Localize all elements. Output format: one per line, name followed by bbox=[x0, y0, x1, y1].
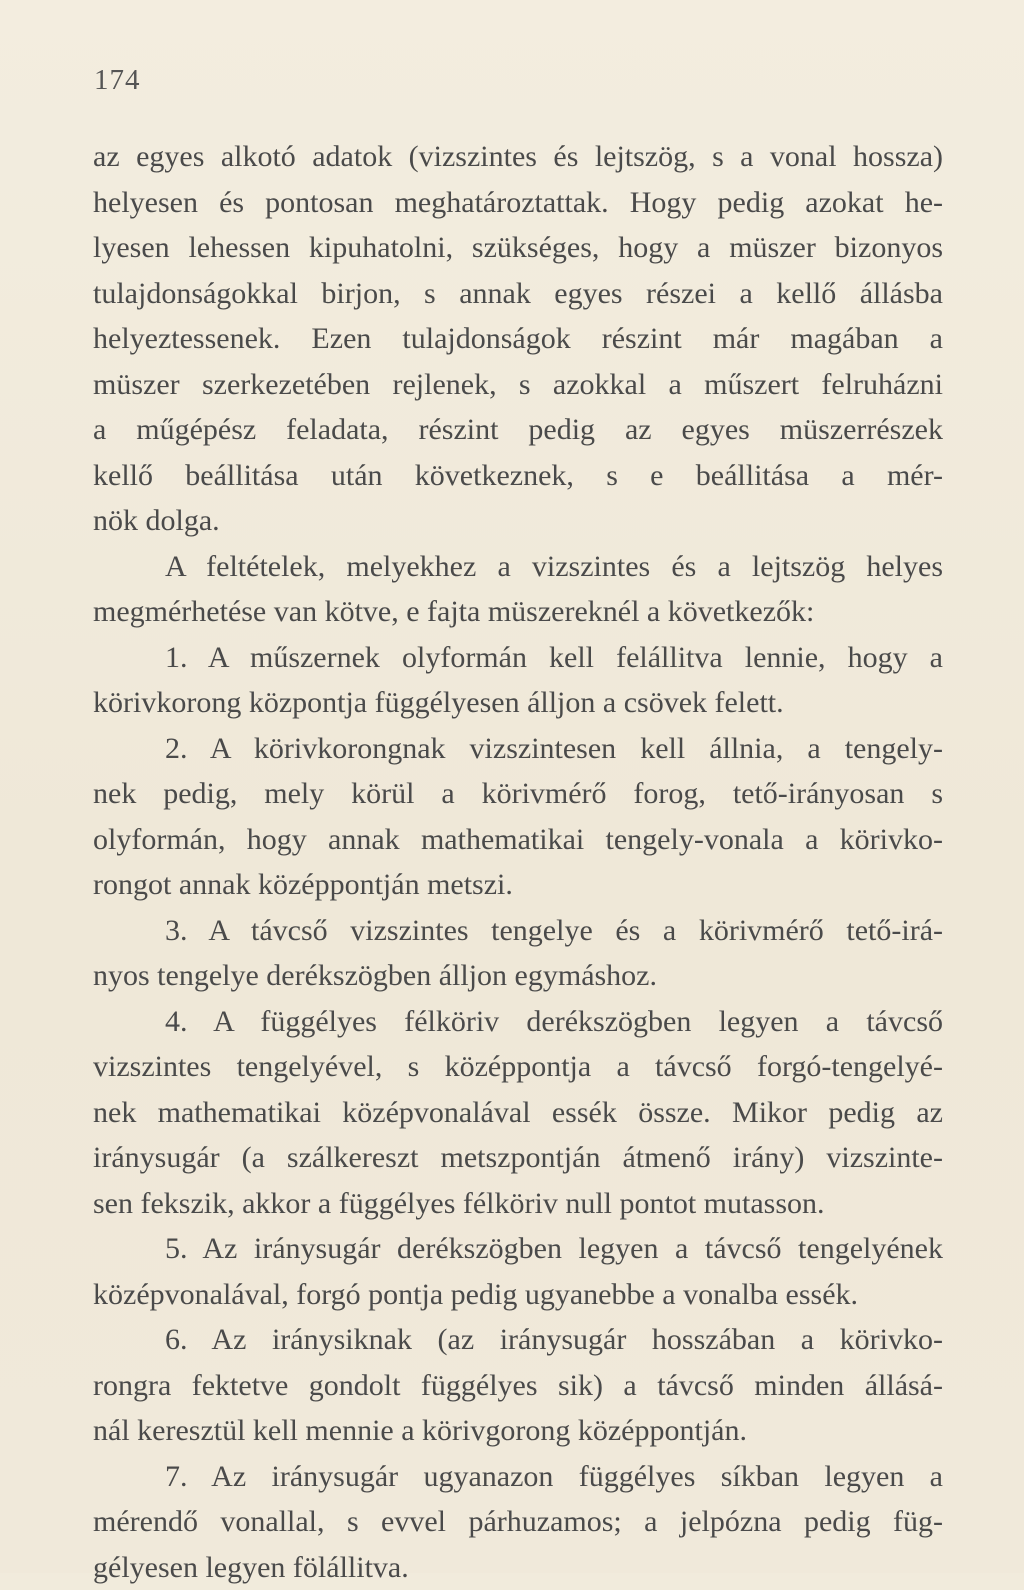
page-number: 174 bbox=[94, 64, 141, 97]
text-line: 3. A távcső vizszintes tengelye és a körivmérő tető-irá- bbox=[93, 908, 943, 954]
text-line: müszer szerkezetében rejlenek, s azokkal a műszert felruházni bbox=[93, 362, 943, 408]
text-line: nek mathematikai középvonalával essék össze. Mikor pedig az bbox=[93, 1090, 943, 1136]
text-line: nyos tengelye derékszögben álljon egymáshoz. bbox=[93, 953, 943, 999]
text-line: gélyesen legyen fölállitva. bbox=[93, 1545, 943, 1590]
text-line: nál keresztül kell mennie a körivgorong középpontján. bbox=[93, 1408, 943, 1454]
text-line: iránysugár (a szálkereszt metszpontján átmenő irány) vizszinte- bbox=[93, 1135, 943, 1181]
text-line: mérendő vonallal, s evvel párhuzamos; a jelpózna pedig füg- bbox=[93, 1499, 943, 1545]
text-line: középvonalával, forgó pontja pedig ugyanebbe a vonalba essék. bbox=[93, 1272, 943, 1318]
text-line: 1. A műszernek olyformán kell felállitva lennie, hogy a bbox=[93, 635, 943, 681]
text-line: kellő beállitása után következnek, s e beállitása a mér- bbox=[93, 453, 943, 499]
text-line: olyformán, hogy annak mathematikai tengely-vonala a körivko- bbox=[93, 817, 943, 863]
text-line: vizszintes tengelyével, s középpontja a távcső forgó-tengelyé- bbox=[93, 1044, 943, 1090]
text-line: 6. Az iránysiknak (az iránysugár hosszában a körivko- bbox=[93, 1317, 943, 1363]
text-line: megmérhetése van kötve, e fajta müszereknél a következők: bbox=[93, 589, 943, 635]
text-line: 4. A függélyes félköriv derékszögben legyen a távcső bbox=[93, 999, 943, 1045]
text-line: rongot annak középpontján metszi. bbox=[93, 862, 943, 908]
body-text bbox=[93, 134, 943, 1590]
text-line: A feltételek, melyekhez a vizszintes és a lejtszög helyes bbox=[93, 544, 943, 590]
text-line: az egyes alkotó adatok (vizszintes és lejtszög, s a vonal hossza) bbox=[93, 134, 943, 180]
text-line: körivkorong központja függélyesen álljon a csövek felett. bbox=[93, 680, 943, 726]
text-line: tulajdonságokkal birjon, s annak egyes részei a kellő állásba bbox=[93, 271, 943, 317]
text-line: nök dolga. bbox=[93, 498, 943, 544]
text-line: 7. Az iránysugár ugyanazon függélyes síkban legyen a bbox=[93, 1454, 943, 1500]
text-line: helyeztessenek. Ezen tulajdonságok részint már magában a bbox=[93, 316, 943, 362]
text-line: nek pedig, mely körül a körivmérő forog, tető-irányosan s bbox=[93, 771, 943, 817]
text-line: helyesen és pontosan meghatároztattak. Hogy pedig azokat he- bbox=[93, 180, 943, 226]
text-line: 5. Az iránysugár derékszögben legyen a távcső tengelyének bbox=[93, 1226, 943, 1272]
text-line: a műgépész feladata, részint pedig az egyes müszerrészek bbox=[93, 407, 943, 453]
text-line: sen fekszik, akkor a függélyes félköriv null pontot mutasson. bbox=[93, 1181, 943, 1227]
text-line: rongra fektetve gondolt függélyes sik) a távcső minden állásá- bbox=[93, 1363, 943, 1409]
text-line: lyesen lehessen kipuhatolni, szükséges, hogy a müszer bizonyos bbox=[93, 225, 943, 271]
text-line: 2. A körivkorongnak vizszintesen kell állnia, a tengely- bbox=[93, 726, 943, 772]
